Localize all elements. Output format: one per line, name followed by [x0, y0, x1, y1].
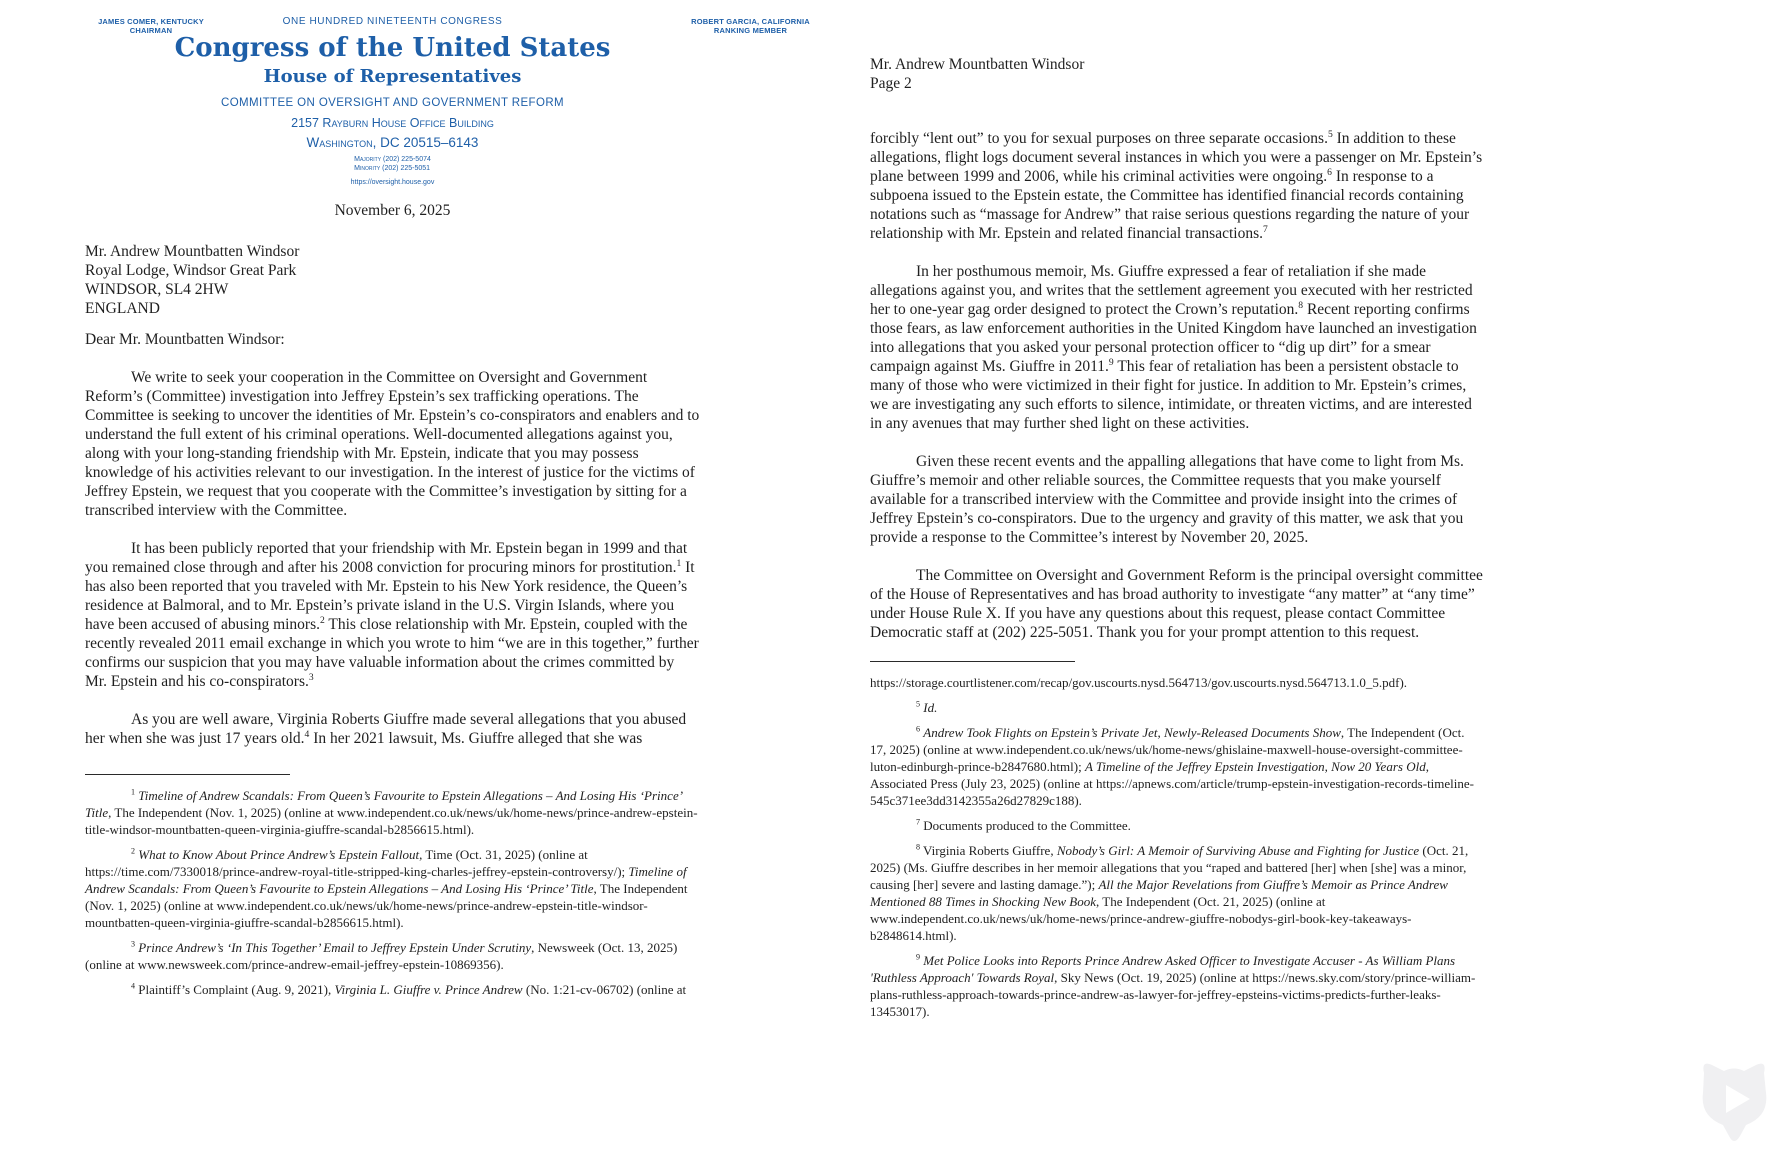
letter-page-2 — [870, 55, 1483, 1028]
ranking-member-name: ROBERT GARCIA, CALIFORNIA — [691, 17, 810, 26]
majority-phone: Majority (202) 225-5074 — [354, 156, 431, 163]
footnote: $^5$ Id. — [916, 699, 938, 715]
letter-body-page2 — [870, 129, 1483, 642]
paragraph: It has been publicly reported that your friendship with Mr. Epstein began in 1999 and that you remained close through and after his 2008 conviction for procuring minors for prostitution.$^1$ It has also been reported that you traveled with Mr. Epstein to his New York residence, the Queen’s residence at Balmoral, and to Mr. Epstein’s private island in the U.S. Virgin Islands, where you have been accused of abusing minors.$^2$ This close relationship with Mr. Epstein, coupled with the recently revealed 2011 email exchange in which you wrote to him “we are in this together,” further confirms our suspicion that you may have valuable information about the crimes committed by Mr. Epstein and his co-conspirators.$^3$ — [85, 539, 699, 690]
letter-page-1 — [85, 0, 810, 1006]
chairman-title: CHAIRMAN — [129, 26, 173, 35]
letterhead-subtitle: House of Representatives — [263, 66, 522, 87]
letterhead-website[interactable]: https://oversight.house.gov — [350, 178, 435, 186]
congress-session-line: ONE HUNDRED NINETEENTH CONGRESS — [282, 16, 503, 27]
ranking-member-block — [683, 17, 818, 35]
letterhead-address-line2: Washington, DC 20515–6143 — [306, 135, 479, 150]
footnote-separator — [870, 661, 1075, 662]
recipient-address — [85, 242, 700, 318]
letterhead-center — [85, 16, 700, 186]
footnote: $^7$ Documents produced to the Committee. — [916, 817, 1131, 833]
letter-date: November 6, 2025 — [334, 201, 451, 219]
page-header-line: Mr. Andrew Mountbatten Windsor — [870, 56, 1085, 73]
footnote: $^1$ Timeline of Andrew Scandals: From Queen’s Favourite to Epstein Allegations – And Losing His ‘Prince’ Title, The Independent (Nov. 1, 2025) (online at www.independent.co.uk/news/uk/home-news/prince-andrew-epstein-title-windsor-mountbatten-queen-virginia-giuffre-scandal-b2856615.html). — [85, 787, 698, 837]
letterhead — [85, 0, 810, 186]
footnotes-page1 — [85, 787, 700, 998]
letterhead-title: Congress of the United States — [174, 33, 611, 63]
footnote: $^4$ Plaintiff’s Complaint (Aug. 9, 2021), Virginia L. Giuffre v. Prince Andrew (No. 1:21-cv-06702) (online at — [131, 981, 687, 997]
footnote: $^6$ Andrew Took Flights on Epstein’s Private Jet, Newly-Released Documents Show, The Independent (Oct. 17, 2025) (online at www.independent.co.uk/news/uk/home-news/ghislaine-maxwell-house-oversight-committee-luton-edinburgh-prince-b2847680.html); A Timeline of the Jeffrey Epstein Investigation, Now 20 Years Old, Associated Press (July 23, 2025) (online at https://apnews.com/article/trump-epstein-investigation-records-timeline-545c371ee3dd3142355a26d27829c188). — [870, 724, 1474, 808]
paragraph: forcibly “lent out” to you for sexual purposes on three separate occasions.$^5$ In addition to these allegations, flight logs document several instances in which you were a passenger on Mr. Epstein’s plane between 1999 and 2006, while his criminal activities were ongoing.$^6$ In response to a subpoena issued to the Epstein estate, the Committee has identified financial records containing notations such as “massage for Andrew” that raise serious questions regarding the nature of your relationship with Mr. Epstein and related financial transactions.$^7$ — [870, 128, 1483, 242]
footnote: $^9$ Met Police Looks into Reports Prince Andrew Asked Officer to Investigate Accuser - As William Plans 'Ruthless Approach' Towards Royal, Sky News (Oct. 19, 2025) (online at https://news.sky.com/story/prince-william-plans-ruthless-approach-towards-prince-andrew-as-lawyer-for-jeffrey-epsteins-victims-predicts-further-leaks-13453017). — [870, 952, 1476, 1019]
paragraph: The Committee on Oversight and Government Reform is the principal oversight committee of the House of Representatives and has broad authority to investigate “any matter” at “any time” under House Rule X. If you have any questions about this request, please contact Committee Democratic staff at (202) 225-5051. Thank you for your prompt attention to this request. — [870, 567, 1483, 641]
committee-name: COMMITTEE ON OVERSIGHT AND GOVERNMENT REFORM — [220, 97, 565, 109]
footnote: $^8$ Virginia Roberts Giuffre, Nobody’s Girl: A Memoir of Surviving Abuse and Fighting for Justice (Oct. 21, 2025) (Ms. Giuffre describes in her memoir allegations that you “raped and battered [her] when [she] was a minor, causing [her] severe and lasting damage.”); All the Major Revelations from Giuffre’s Memoir as Prince Andrew Mentioned 88 Times in Shocking New Book, The Independent (Oct. 21, 2025) (online at www.independent.co.uk/news/uk/home-news/prince-andrew-giuffre-nobodys-girl-book-key-takeaways-b2848614.html). — [870, 842, 1469, 943]
recipient-line: ENGLAND — [85, 299, 160, 317]
play-logo-watermark — [1693, 1058, 1775, 1146]
salutation: Dear Mr. Mountbatten Windsor: — [85, 330, 285, 348]
footnote: https://storage.courtlistener.com/recap/gov.uscourts.nysd.564713/gov.uscourts.nysd.564713.1.0_5.pdf). — [870, 675, 1408, 690]
page2-header — [870, 55, 1483, 93]
recipient-line: Royal Lodge, Windsor Great Park — [85, 261, 297, 279]
recipient-line: Mr. Andrew Mountbatten Windsor — [85, 242, 300, 260]
recipient-line: WINDSOR, SL4 2HW — [85, 280, 229, 298]
footnote-separator — [85, 774, 290, 775]
footnote: $^2$ What to Know About Prince Andrew’s Epstein Fallout, Time (Oct. 31, 2025) (online at https://time.com/7330018/prince-andrew-royal-title-stripped-king-charles-jeffrey-epstein-controversy/); Timeline of Andrew Scandals: From Queen’s Favourite to Epstein Allegations – And Losing His ‘Prince’ Title, The Independent (Nov. 1, 2025) (online at www.independent.co.uk/news/uk/home-news/prince-andrew-epstein-title-windsor-mountbatten-queen-virginia-giuffre-scandal-b2856615.html). — [85, 846, 688, 930]
paragraph: In her posthumous memoir, Ms. Giuffre expressed a fear of retaliation if she made allegations against you, and writes that the settlement agreement you executed with her restricted her to one-year gag order designed to protect the Crown’s reputation.$^8$ Recent reporting confirms those fears, as law enforcement authorities in the United Kingdom have launched an investigation into allegations that you asked your personal protection officer to “dig up dirt” for a smear campaign against Ms. Giuffre in 2011.$^9$ This fear of retaliation has been a persistent obstacle to many of those who were victimized in their fight for justice. In addition to Mr. Epstein’s crimes, we are investigating any such efforts to silence, intimidate, or threaten victims, and are interested in any avenues that may further shed light on these activities. — [870, 263, 1477, 432]
footnotes-page2 — [870, 674, 1483, 1020]
minority-phone: Minority (202) 225-5051 — [354, 164, 431, 172]
letterhead-address-line1: 2157 Rayburn House Office Building — [291, 116, 494, 130]
page-header-line: Page 2 — [870, 75, 912, 92]
paragraph: As you are well aware, Virginia Roberts Giuffre made several allegations that you abused her when she was just 17 years old.$^4$ In her 2021 lawsuit, Ms. Giuffre alleged that she was — [85, 710, 687, 747]
chairman-name: JAMES COMER, KENTUCKY — [98, 17, 204, 26]
paragraph: We write to seek your cooperation in the Committee on Oversight and Government Reform’s (Committee) investigation into Jeffrey Epstein’s sex trafficking operations. The Committee is seeking to uncover the identities of Mr. Epstein’s co-conspirators and enablers and to understand the full extent of his criminal operations. Well-documented allegations against you, along with your long-standing friendship with Mr. Epstein, indicate that you may possess knowledge of his activities relevant to our investigation. In the interest of justice for the victims of Jeffrey Epstein, we request that you cooperate with the Committee’s investigation by sitting for a transcribed interview with the Committee. — [85, 368, 700, 519]
paragraph: Given these recent events and the appalling allegations that have come to light from Ms. Giuffre’s memoir and other reliable sources, the Committee requests that you make yourself available for a transcribed interview with the Committee and provide insight into the crimes of Jeffrey Epstein’s co-conspirators. Due to the urgency and gravity of this matter, we ask that you provide a response to the Committee’s interest by November 20, 2025. — [870, 453, 1464, 546]
chairman-block — [71, 17, 231, 35]
footnote: $^3$ Prince Andrew’s ‘In This Together’ Email to Jeffrey Epstein Under Scrutiny, Newsweek (Oct. 13, 2025) (online at www.newsweek.com/prince-andrew-email-jeffrey-epstein-10869356). — [85, 939, 678, 972]
letter-body-page1 — [85, 368, 700, 748]
letterhead-phones — [354, 156, 431, 173]
ranking-member-title: RANKING MEMBER — [713, 26, 788, 35]
